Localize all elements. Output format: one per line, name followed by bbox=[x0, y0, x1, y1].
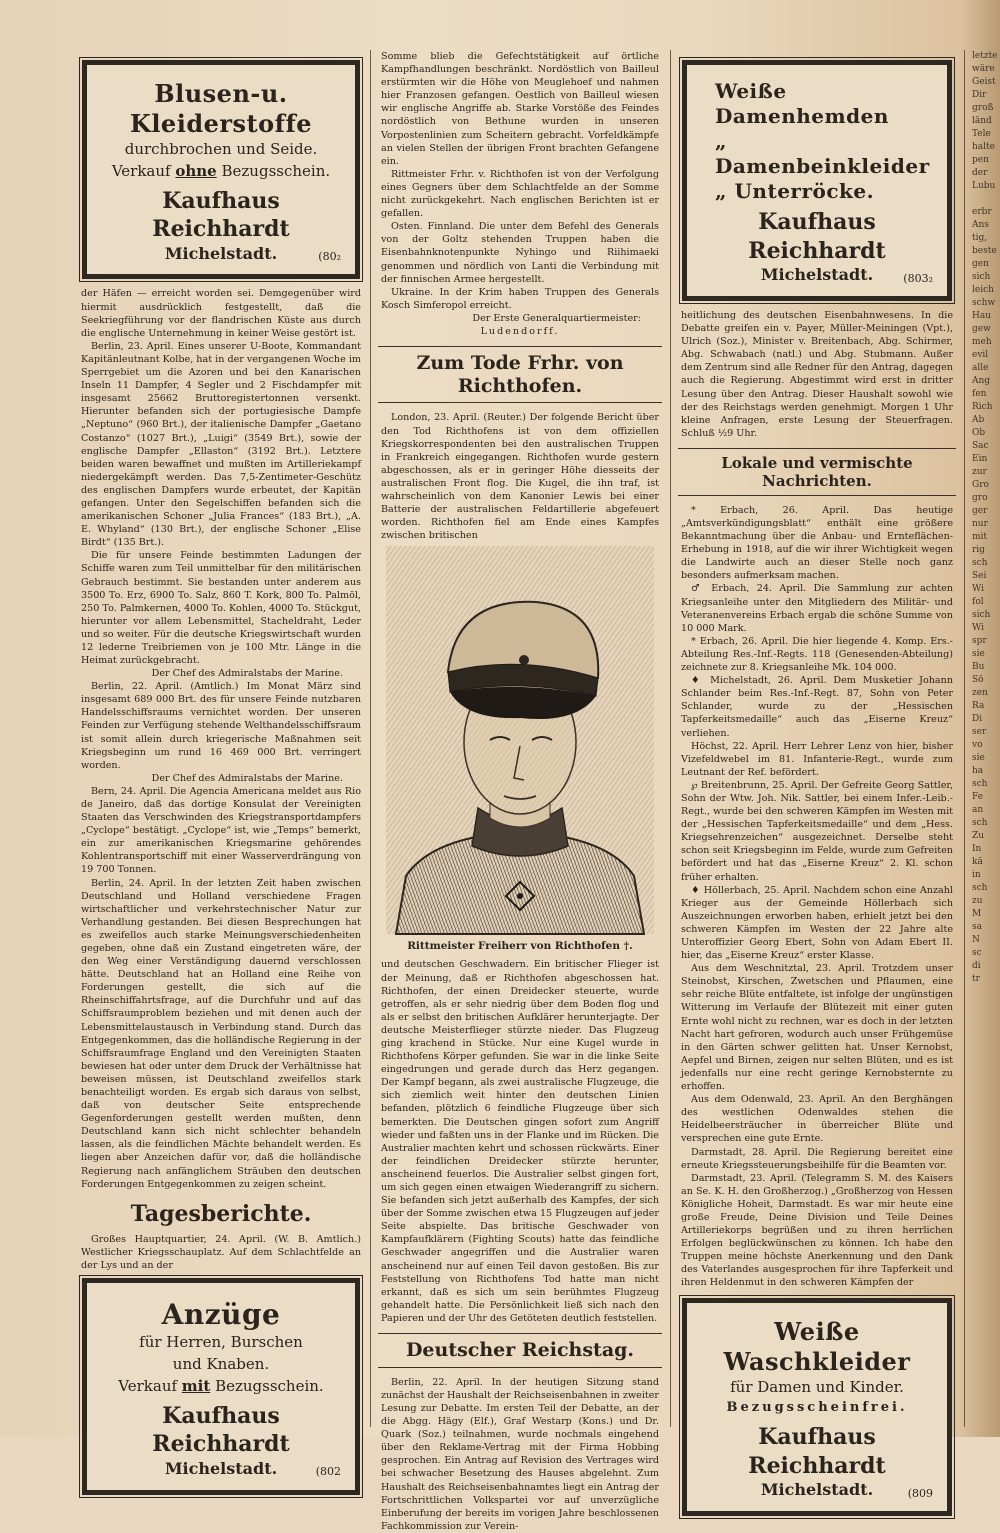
ad-city: Michelstadt. (803₂ bbox=[760, 265, 933, 285]
ad-code: (802 bbox=[315, 1465, 341, 1479]
ad-line: „ Unterröcke. bbox=[715, 179, 875, 203]
edge-line: In bbox=[972, 844, 982, 854]
edge-line: sie bbox=[972, 649, 985, 659]
edge-line: Hau bbox=[972, 311, 992, 321]
ad-firm-name: Kaufhaus Reichhardt bbox=[748, 209, 886, 264]
ad-city: Michelstadt. (809 bbox=[760, 1480, 933, 1500]
edge-line: Fe bbox=[972, 792, 984, 802]
edge-line: schw bbox=[972, 298, 996, 308]
signature: Der Chef des Admiralstabs der Marine. bbox=[151, 772, 343, 784]
edge-line: ger bbox=[972, 506, 988, 516]
edge-line: Gro bbox=[972, 480, 989, 490]
edge-line: gen bbox=[972, 259, 989, 269]
edge-line: vo bbox=[972, 740, 983, 750]
edge-line: Zu bbox=[972, 831, 985, 841]
column-2 bbox=[378, 50, 662, 1532]
edge-line: Sö bbox=[972, 675, 984, 685]
edge-line: tr bbox=[972, 974, 980, 984]
advertisement-blusen bbox=[82, 60, 360, 279]
edge-line: sch bbox=[972, 779, 988, 789]
news-item: ℘ Breitenbrunn, 25. April. Der Gefreite Georg Sattler, Sohn der Wtw. Joh. Nik. Sattler, bei einem Infer.-Leib.-Regt., wurde bei den schweren Kämpfen im Westen mit der „Hessischen Tapferkeitsmedaille“ und dem „Hess. Kriegsehrenzeichen“ ausgezeichnet. Derselbe steht schon seit Kriegsbeginn im Felde, wurde zum Gefreiten befördert und hat das „Eiserne Kreuz“ 2. Kl. schon früher erhalten. bbox=[681, 779, 953, 883]
edge-line: Wi bbox=[972, 584, 984, 594]
news-item: ♦ Michelstadt, 26. April. Dem Musketier Johann Schlander beim Res.-Inf.-Regt. 87, Sohn von Peter Schlander, wurde zu der „Hessischen Tapferkeitsmedaille“ auch das „Eiserne Kreuz“ verliehen. bbox=[681, 675, 953, 739]
ad-headline: Blusen-u. Kleiderstoffe bbox=[129, 79, 313, 138]
signature: Der Erste Generalquartiermeister: bbox=[472, 312, 641, 324]
ad-line: Verkauf mit Bezugsschein. bbox=[118, 1376, 324, 1395]
section-heading-reichstag: Deutscher Reichstag. bbox=[405, 1339, 635, 1362]
edge-line: nur bbox=[972, 519, 988, 529]
news-item: Darmstadt, 28. April. Die Regierung bereitet eine erneute Kriegssteuerungsbeihilfe für die Beamten vor. bbox=[681, 1146, 953, 1171]
edge-line: evil bbox=[972, 350, 989, 360]
ad-code: (80₂ bbox=[318, 250, 341, 264]
edge-line: pen bbox=[972, 155, 989, 165]
edge-line: fen bbox=[972, 389, 987, 399]
ad-code: (809 bbox=[907, 1486, 933, 1500]
edge-line: an bbox=[972, 805, 984, 815]
paragraph: Berlin, 22. April. (Amtlich.) Im Monat März sind insgesamt 689 000 Brt. des für unsere Feinde nutzbaren Handelsschiffsraums vernichtet worden. Der unseren Feinden zur Verfügung stehende Welthandelsschiffsraum ist somit allein durch kriegerische Maßnahmen seit Kriegsbeginn um rund 16 469 000 Brt. verringert worden. bbox=[81, 681, 361, 771]
ad-line: Verkauf ohne Bezugsschein. bbox=[111, 161, 331, 180]
ad-line: und Knaben. bbox=[172, 1355, 270, 1374]
edge-line: Lubu bbox=[972, 181, 996, 191]
article-text: Somme blieb die Gefechtstätigkeit auf örtliche Kampfhandlungen beschränkt. Nordöstlich von Bailleul erstürmten wir die Höhe von Meuglehoef und nahmen hier Franzosen gefangen. Oestlich von Bailleul wiesen wir englische Angriffe ab. Starke Vorstöße des Feindes nordöstlich von Bethune wurden in unseren Vorpostenlinien zum Scheitern gebracht. Vorfeldkämpfe an vielen Stellen der übrigen Front brachten Gefangene ein. Rittmeister Frhr. v. Richthofen ist von der Verfolgung eines Gegners über dem Schlachtfelde an der Somme nicht zurückgekehrt. Nach englischen Berichten ist er gefallen. Osten. Finnland. Die unter dem Befehl des Generals von der Goltz stehenden Truppen haben die Eisenbahnknotenpunkte Nyhingo und Riihimaeki genommen und nördlich von Lanti die Verbindung mit der finnischen Armee hergestellt. Ukraine. In der Krim haben Truppen des Generals Kosch Simferopol erreicht. Der Erste Generalquartiermeister: Ludendorff. bbox=[381, 51, 659, 337]
column-rule bbox=[370, 50, 371, 1427]
section-heading-richthofen: Zum Tode Frhr. von Richthofen. bbox=[416, 351, 624, 397]
signature: Der Chef des Admiralstabs der Marine. bbox=[151, 668, 343, 680]
ad-line: „ Damenbeinkleider bbox=[715, 129, 930, 178]
news-item: Aus dem Odenwald, 23. April. An den Berghängen des westlichen Odenwaldes stehen die Heidelbeersträucher in überreicher Blüte und versprechen eine gute Ernte. bbox=[681, 1094, 953, 1145]
edge-line: Wi bbox=[972, 623, 984, 633]
heading-rule-box bbox=[378, 1333, 662, 1368]
edge-line: sich bbox=[972, 272, 991, 282]
edge-line: ha bbox=[972, 766, 984, 776]
edge-line: mit bbox=[972, 532, 988, 542]
edge-line: leich bbox=[972, 285, 994, 295]
column-rule bbox=[670, 50, 671, 1427]
heading-rule-box bbox=[378, 346, 662, 404]
edge-line: tig, bbox=[972, 233, 988, 243]
edge-line: beste bbox=[972, 246, 997, 256]
edge-line: wäre bbox=[972, 64, 995, 74]
ad-city: Michelstadt. (80₂ bbox=[164, 243, 341, 264]
edge-line bbox=[972, 193, 1000, 206]
article-text: London, 23. April. (Reuter.) Der folgende Bericht über den Tod Richthofens ist von dem offiziellen Kriegskorrespondenten bei den australischen Truppen in Frankreich eingegangen. Richthofen wurde gestern abgeschossen, als er in geringer Höhe diesseits der australischen Front flog. Die Kugel, die ihn traf, ist wahrscheinlich von dem Kanonier Lewis bei einer Batterie der australischen Feldartillerie abgefeuert worden. Richthofen fiel am Ende eines Kampfes zwischen britischen bbox=[381, 412, 659, 542]
edge-line: Sac bbox=[972, 441, 989, 451]
ad-line: durchbrochen und Seide. bbox=[124, 140, 318, 158]
edge-line: groß bbox=[972, 103, 994, 113]
edge-line: halte bbox=[972, 142, 995, 152]
edge-line: di bbox=[972, 961, 981, 971]
edge-line: zur bbox=[972, 467, 987, 477]
edge-line: Rich bbox=[972, 402, 993, 412]
portrait-illustration bbox=[386, 546, 654, 934]
edge-line: sie bbox=[972, 753, 985, 763]
signature: Ludendorff. bbox=[480, 325, 560, 337]
ad-line: Bezugsscheinfrei. bbox=[726, 1400, 908, 1416]
column-rule bbox=[964, 50, 965, 1427]
section-heading-tagesberichte: Tagesberichte. bbox=[130, 1200, 312, 1227]
advertisement-damenhemden bbox=[682, 60, 952, 301]
edge-line: in bbox=[972, 870, 981, 880]
heading-rule-box bbox=[678, 448, 956, 496]
paragraph: Die für unsere Feinde bestimmten Ladungen der Schiffe waren zum Teil unmittelbar für den militärischen Gebrauch bestimmt. Sie bestanden unter anderem aus 3500 To. Erz, 6900 To. Salz, 860 T. Kork, 800 To. Palmöl, 250 To. Palmkernen, 4000 To. Kohlen, 4000 To. Stückgut, hierunter vor allem Lebensmittel, Stacheldraht, Leder und so weiter. Für die deutsche Kriegswirtschaft wurden 12 lederne Treibriemen von je 100 Mtr. Länge in die Heimat zurückgebracht. bbox=[81, 550, 361, 667]
edge-line: Ra bbox=[972, 701, 985, 711]
news-item: ♦ Höllerbach, 25. April. Nachdem schon eine Anzahl Krieger aus der Gemeinde Höllerbach sich Auszeichnungen erworben haben, erhielt jetzt bei den schweren Kämpfen im Westen der 22 Jahre alte Unteroffizier Georg Ebert, Sohn von Adam Ebert II. hier, das „Eiserne Kreuz“ erster Klasse. bbox=[681, 884, 953, 962]
column-4-edge bbox=[972, 50, 1000, 1429]
edge-line: sch bbox=[972, 558, 988, 568]
column-3 bbox=[678, 50, 956, 1500]
edge-line: kä bbox=[972, 857, 983, 867]
edge-line: sch bbox=[972, 883, 988, 893]
ad-headline: Weiße Waschkleider bbox=[723, 1316, 911, 1376]
article-text: Großes Hauptquartier, 24. April. (W. B. Amtlich.) Westlicher Kriegsschauplatz. Auf dem Schlachtfelde an der Lys und an der bbox=[81, 1234, 361, 1272]
edge-line: letzte bbox=[972, 51, 998, 61]
edge-line: Ob bbox=[972, 428, 986, 438]
news-item: * Erbach, 26. April. Die hier liegende 4. Komp. Ers.-Abteilung Res.-Inf.-Regts. 118 (Genesenden-Abteilung) zeichnete zur 8. Kriegsanleihe Mk. 104 000. bbox=[681, 635, 953, 674]
portrait-engraving bbox=[386, 546, 654, 934]
ad-headline: Anzüge bbox=[161, 1298, 281, 1332]
edge-line: Sei bbox=[972, 571, 987, 581]
article-text: und deutschen Geschwadern. Ein britischer Flieger ist der Meinung, daß er Richthofen abgeschossen hat. Richthofen, der einen Dreidecker steuerte, wurde getroffen, als er sehr niedrig über dem Boden flog und als er selbst den britischen Aufklärer herunterjagte. Der deutsche Meisterflieger stürzte nieder. Das Flugzeug ging krachend in Stücke. Nur eine Kugel wurde in Richthofens Körper gefunden. Sie war in die linke Seite eingedrungen und gerade durch das Herz gegangen. Der Kampf begann, als zwei australische Flugzeuge, die sich ziemlich weit hinter den deutschen Linien befanden, plötzlich 6 feindliche Flugzeuge über sich bemerkten. Die Deutschen gingen sofort zum Angriff wieder und faßten uns in der Flanke und im Rücken. Die Australier machten kehrt und schossen rückwärts. Einer der feindlichen Dreidecker stürzte herunter, anscheinend feuerlos. Die Australier selbst gingen fort, um sich gegen einen etwaigen Wiederangriff zu sichern. Sie befanden sich jetzt außerhalb des Kampfes, der sich über der Somme zwischen etwa 15 Flugzeugen auf jeder Seite abspielte. Das britische Geschwader von Kampfaufklärern (Fighting Scouts) hatte das feindliche Geschwader angegriffen und die Australier waren anscheinend nur auf einen Teil davon gestoßen. Bis zur Feststellung von Richthofens Tod hatte man nicht erkannt, daß es sich um sein berühmtes Flugzeug gehandelt hatte. Die Persönlichkeit ließ sich nach den Papieren und der Uhr des Getöteten deutlich feststellen. bbox=[381, 959, 659, 1324]
edge-line: Ans bbox=[972, 220, 989, 230]
advertisement-anzuege bbox=[82, 1278, 360, 1494]
paragraph: Berlin, 23. April. Eines unserer U-Boote, Kommandant Kapitänleutnant Kolbe, hat in der vergangenen Woche im Sperrgebiet um die Azoren und bei den Kanarischen Inseln 11 Dampfer, 4 Segler und 2 Fischdampfer mit insgesamt 25662 Bruttoregistertonnen versenkt. Hierunter befanden sich der portugiesische Dampfe „Neptuno“ (960 Brt.), der italienische Dampfer „Gaetano Costanzo“ (1027 Brt.), „Luigi“ (3549 Brt.), sowie der englische Dampfer „Ellaston“ (3192 Brt.). Letztere beiden waren bewaffnet und mußten im Artilleriekampf niedergekämpft werden. Das 7,5-Zentimeter-Geschütz des englischen Dampfers wurde erbeutet, der Kapitän gefangen. Unter den Segelschiffen befanden sich die amerikanischen Schoner „Julia Frances“ (183 Brt.), „A. E. Whyland“ (130 Brt.), der englische Schoner „Elise Birdt“ (135 Brt.). bbox=[81, 340, 361, 549]
news-item: Aus dem Weschnitztal, 23. April. Trotzdem unser Steinobst, Kirschen, Zwetschen und Pflaumen, eine sehr reiche Blüte entfaltete, ist infolge der ungünstigen Witterung im Verlaufe der Blütezeit mit einer guten Ernte wohl nicht zu rechnen, war es doch in der letzten Nacht hart gefroren, wodurch auch unser Frühgemüse in den Gärten schwer gelitten hat. Unser Kernobst, Aepfel und Birnen, zeigen nur selten Blüten, und es ist jedenfalls nur eine recht geringe Kernobsternte zu erhoffen. bbox=[681, 963, 953, 1093]
news-item: * Erbach, 26. April. Das heutige „Amtsverkündigungsblatt“ enthält eine größere Bekanntmachung über die Anbau- und Ernteflächen-Erhebung in 1918, auf die wir ihrer Wichtigkeit wegen die Landwirte auch an dieser Stelle noch ganz besonders aufmerksam machen. bbox=[681, 504, 953, 582]
edge-line: zu bbox=[972, 896, 983, 906]
article-text bbox=[678, 504, 956, 1290]
edge-line: gro bbox=[972, 493, 988, 503]
edge-line: spr bbox=[972, 636, 987, 646]
portrait-caption: Rittmeister Freiherr von Richthofen †. bbox=[407, 940, 633, 953]
news-item: Höchst, 22. April. Herr Lehrer Lenz von hier, bisher Vizefeldwebel im 81. Infanterie-Regt., wurde zum Leutnant der Ref. befördert. bbox=[681, 740, 953, 778]
article-text: Berlin, 22. April. In der heutigen Sitzung stand zunächst der Haushalt der Reichseisenbahnen in zweiter Lesung zur Debatte. Im ersten Teil der Debatte, an der die Abgg. Hägy (Elf.), Graf Westarp (Kons.) und Dr. Quark (Soz.) teilnahmen, wurde nochmals eingehend über den Reklame-Vertrag mit der Firma Hobbing gesprochen. Ein Antrag auf Revision des Vertrages wird bei schwacher Besetzung des Hauses abgelehnt. Zum Haushalt des Reichseisenbahnamtes liegt ein Antrag der Fortschrittlichen Volkspartei vor auf unverzügliche Einberufung der bereits im vorigen Jahre beschlossenen Fachkommission zur Verein- bbox=[381, 1376, 660, 1532]
article-text: der Häfen — erreicht worden sei. Demgegenüber wird hiermit ausdrücklich festgestellt, daß die Seekriegführung vor der flandrischen Küste aus durch die englische Unternehmung in keiner Weise gestört ist. Berlin, 23. April. Eines unserer U-Boote, Kommandant Kapitänleutnant Kolbe, hat in der vergangenen Woche im Sperrgebiet um die Azoren und bei den Kanarischen Inseln 11 Dampfer, 4 Segler und 2 Fischdampfer mit insgesamt 25662 Bruttoregistertonnen versenkt. Hierunter befanden sich der portugiesische Dampfe „Neptuno“ (960 Brt.), der italienische Dampfer „Gaetano Costanzo“ (1027 Brt.), „Luigi“ (3549 Brt.), sowie der englische Dampfer „Ellaston“ (3192 Brt.). Letztere beiden waren bewaffnet und mußten im Artilleriekampf niedergekämpft werden. Das 7,5-Zentimeter-Geschütz des englischen Dampfers wurde erbeutet, der Kapitän gefangen. Unter den Segelschiffen befanden sich die amerikanischen Schoner „Julia Frances“ (183 Brt.), „A. E. Whyland“ (130 Brt.), der englische Schoner „Elise Birdt“ (135 Brt.). Die für unsere Feinde bestimmten Ladungen der Schiffe waren zum Teil unmittelbar für den militärischen Gebrauch bestimmt. Sie bestanden unter anderem aus 3500 To. Erz, 6900 To. Salz, 860 T. Kork, 800 To. Palmöl, 250 To. Palmkernen, 4000 To. Kohlen, 4000 To. Stückgut, hierunter vor allem Lebensmittel, Stacheldraht, Leder und so weiter. Für die deutsche Kriegswirtschaft wurden 12 lederne Treibriemen von je 100 Mtr. Länge in die Heimat zurückgebracht. Der Chef des Admiralstabs der Marine. Berlin, 22. April. (Amtlich.) Im Monat März sind insgesamt 689 000 Brt. des für unsere Feinde nutzbaren Handelsschiffsraums vernichtet worden. Der unseren Feinden zur Verfügung stehende Welthandelsschiffsraum ist somit allein durch kriegerische Maßnahmen seit Kriegsbeginn um rund 16 469 000 Brt. verringert worden. Der Chef des Admiralstabs der Marine. Bern, 24. April. Die Agencia Americana meldet aus Rio de Janeiro, daß das dortige Konsulat der Vereinigten Staaten das Verschwinden des Kriegstransportdampfers „Cyclope“ bestätigt. „Cyclope“ ist, wie „Temps“ bemerkt, ein zur amerikanischen Kriegsmarine gehörendes Kohlentransportschiff mit einer Wasserverdrängung von 19 700 Tonnen. Berlin, 24. April. In der letzten Zeit haben zwischen Deutschland und Holland verschiedene Fragen wirtschaftlicher und verkehrstechnischer Natur zur Verhandlung gestanden. Bei diesen Besprechungen hat es zweifellos auch starke Meinungsverschiedenheiten gegeben, ohne daß ein Zustand eingetreten wäre, der den Weg einer Verständigung dauernd verschlossen hätte. Deutschland hat an Holland eine Reihe von Forderungen gestellt, die sich auf die Rheinschiffahrtsfrage, auf die Durchfuhr und auf das Schiffsraumproblem beziehen und mit denen auch der Lebensmittelaustausch in Verbindung stand. Durch das Entgegenkommen, das die holländische Regierung in der Schiffsraumfrage England und den Vereinigten Staaten bewiesen hat oder unter dem Druck der Verhältnisse hat beweisen müssen, ist Deutschland zweifellos stark benachteiligt worden. Es ergab sich daraus von selbst, daß von deutscher Seite entsprechende Gegenforderungen gestellt werden mußten, denn Deutschland kann sich nicht schlechter behandeln lassen, als die feindlichen Mächte behandelt werden. Es liegen aber Anzeichen dafür vor, daß die holländische Regierung nach anfänglichem Sträuben den deutschen Forderungen Entgegenkommen zu zeigen scheint. bbox=[81, 288, 361, 1190]
edge-line: alle bbox=[972, 363, 989, 373]
edge-line: ser bbox=[972, 727, 987, 737]
edge-line: sa bbox=[972, 922, 982, 932]
edge-line: sc bbox=[972, 948, 982, 958]
ad-line: für Herren, Burschen bbox=[139, 1333, 303, 1352]
edge-line: sich bbox=[972, 610, 991, 620]
edge-line: Ang bbox=[972, 376, 991, 386]
edge-line: gew bbox=[972, 324, 991, 334]
edge-line: N bbox=[972, 935, 980, 945]
news-item: ♂ Erbach, 24. April. Die Sammlung zur achten Kriegsanleihe unter den Mitgliedern des Militär- und Veteranenvereins Erbach ergab die schöne Summe von 10 000 Mark. bbox=[681, 583, 953, 634]
ad-code: (803₂ bbox=[903, 271, 933, 285]
ad-headline: Weiße Damenhemden bbox=[715, 79, 889, 128]
ad-line: für Damen und Kinder. bbox=[730, 1377, 904, 1396]
edge-line: rig bbox=[972, 545, 985, 555]
advertisement-waschkleider bbox=[682, 1298, 952, 1517]
edge-line: Dir bbox=[972, 90, 987, 100]
edge-line: meh bbox=[972, 337, 992, 347]
edge-line: Di bbox=[972, 714, 983, 724]
ad-firm-name: Kaufhaus Reichhardt bbox=[748, 1424, 886, 1479]
edge-line: sch bbox=[972, 818, 988, 828]
ad-firm-name: Kaufhaus Reichhardt bbox=[152, 187, 290, 243]
edge-line: Tele bbox=[972, 129, 991, 139]
news-item: Darmstadt, 23. April. (Telegramm S. M. des Kaisers an Se. K. H. den Großherzog.) „Großherzog von Hessen Königliche Hoheit, Darmstadt. Es war mir heute eine große Freude, Deine Division und Teile Deines Artilleriekorps begrüßen und zu ihren herrlichen Erfolgen beglückwünschen zu können. Ich habe den Truppen meine höchste Anerkennung und den Dank des Vaterlandes ausgesprochen für ihre Tapferkeit und ihren Heldenmut in den schweren Kämpfen der bbox=[681, 1172, 953, 1289]
edge-line: zen bbox=[972, 688, 988, 698]
edge-line: länd bbox=[972, 116, 992, 126]
edge-line: M bbox=[972, 909, 982, 919]
ad-firm-name: Kaufhaus Reichhardt bbox=[152, 1402, 290, 1458]
column-1 bbox=[78, 50, 364, 1479]
article-text: heitlichung des deutschen Eisenbahnwesens. In die Debatte greifen ein v. Payer, Müller-Meiningen (Vpt.), Ulrich (Soz.), Minister v. Breitenbach, Abg. Schirmer, Abg. Schwabach (natl.) und Abg. Stubmann. Außer dem Zentrum sind alle Redner für den Antrag, dagegen auch die Regierung. Abgestimmt wird erst in dritter Lesung über den Antrag. Dieser Haushalt sowohl wie der des Reichstags werden genehmigt. Morgen 1 Uhr kleine Anfragen, erste Lesung der Steuerfragen. Schluß ½9 Uhr. bbox=[681, 309, 953, 439]
edge-line: Geist bbox=[972, 77, 996, 87]
paragraph: Berlin, 24. April. In der letzten Zeit haben zwischen Deutschland und Holland verschiedene Fragen wirtschaftlicher und verkehrstechnischer Natur zur Verhandlung gestanden. Bei diesen Besprechungen hat es zweifellos auch starke Meinungsverschiedenheiten gegeben, ohne daß ein Zustand eingetreten wäre, der den Weg einer Verständigung dauernd verschlossen hätte. Deutschland hat an Holland eine Reihe von Forderungen gestellt, die sich auf die Rheinschiffahrtsfrage, auf die Durchfuhr und auf das Schiffsraumproblem beziehen und mit denen auch der Lebensmittelaustausch in Verbindung stand. Durch das Entgegenkommen, das die holländische Regierung in der Schiffsraumfrage England und den Vereinigten Staaten bewiesen hat oder unter dem Druck der Verhältnisse hat beweisen müssen, ist Deutschland zweifellos stark benachteiligt worden. Es ergab sich daraus von selbst, daß von deutscher Seite entsprechende Gegenforderungen gestellt werden mußten, denn Deutschland kann sich nicht schlechter behandeln lassen, als die feindlichen Mächte behandelt werden. Es liegen aber Anzeichen dafür vor, daß die holländische Regierung nach anfänglichem Sträuben den deutschen Forderungen Entgegenkommen zu zeigen scheint. bbox=[81, 877, 361, 1190]
edge-text bbox=[972, 50, 1000, 986]
section-heading-lokales: Lokale und vermischte Nachrichten. bbox=[721, 453, 913, 490]
edge-line: erbr bbox=[972, 207, 992, 217]
paragraph: Bern, 24. April. Die Agencia Americana meldet aus Rio de Janeiro, daß das dortige Konsulat der Vereinigten Staaten das Verschwinden des Kriegstransportdampfers „Cyclope“ bestätigt. „Cyclope“ ist, wie „Temps“ bemerkt, ein zur amerikanischen Kriegsmarine gehörendes Kohlentransportschiff mit einer Wasserverdrängung von 19 700 Tonnen. bbox=[81, 785, 361, 876]
edge-line: Bu bbox=[972, 662, 985, 672]
edge-line: der bbox=[972, 168, 988, 178]
edge-line: Ab bbox=[972, 415, 985, 425]
edge-line: fol bbox=[972, 597, 984, 607]
ad-city: Michelstadt. (802 bbox=[164, 1458, 341, 1479]
edge-line: Ein bbox=[972, 454, 988, 464]
